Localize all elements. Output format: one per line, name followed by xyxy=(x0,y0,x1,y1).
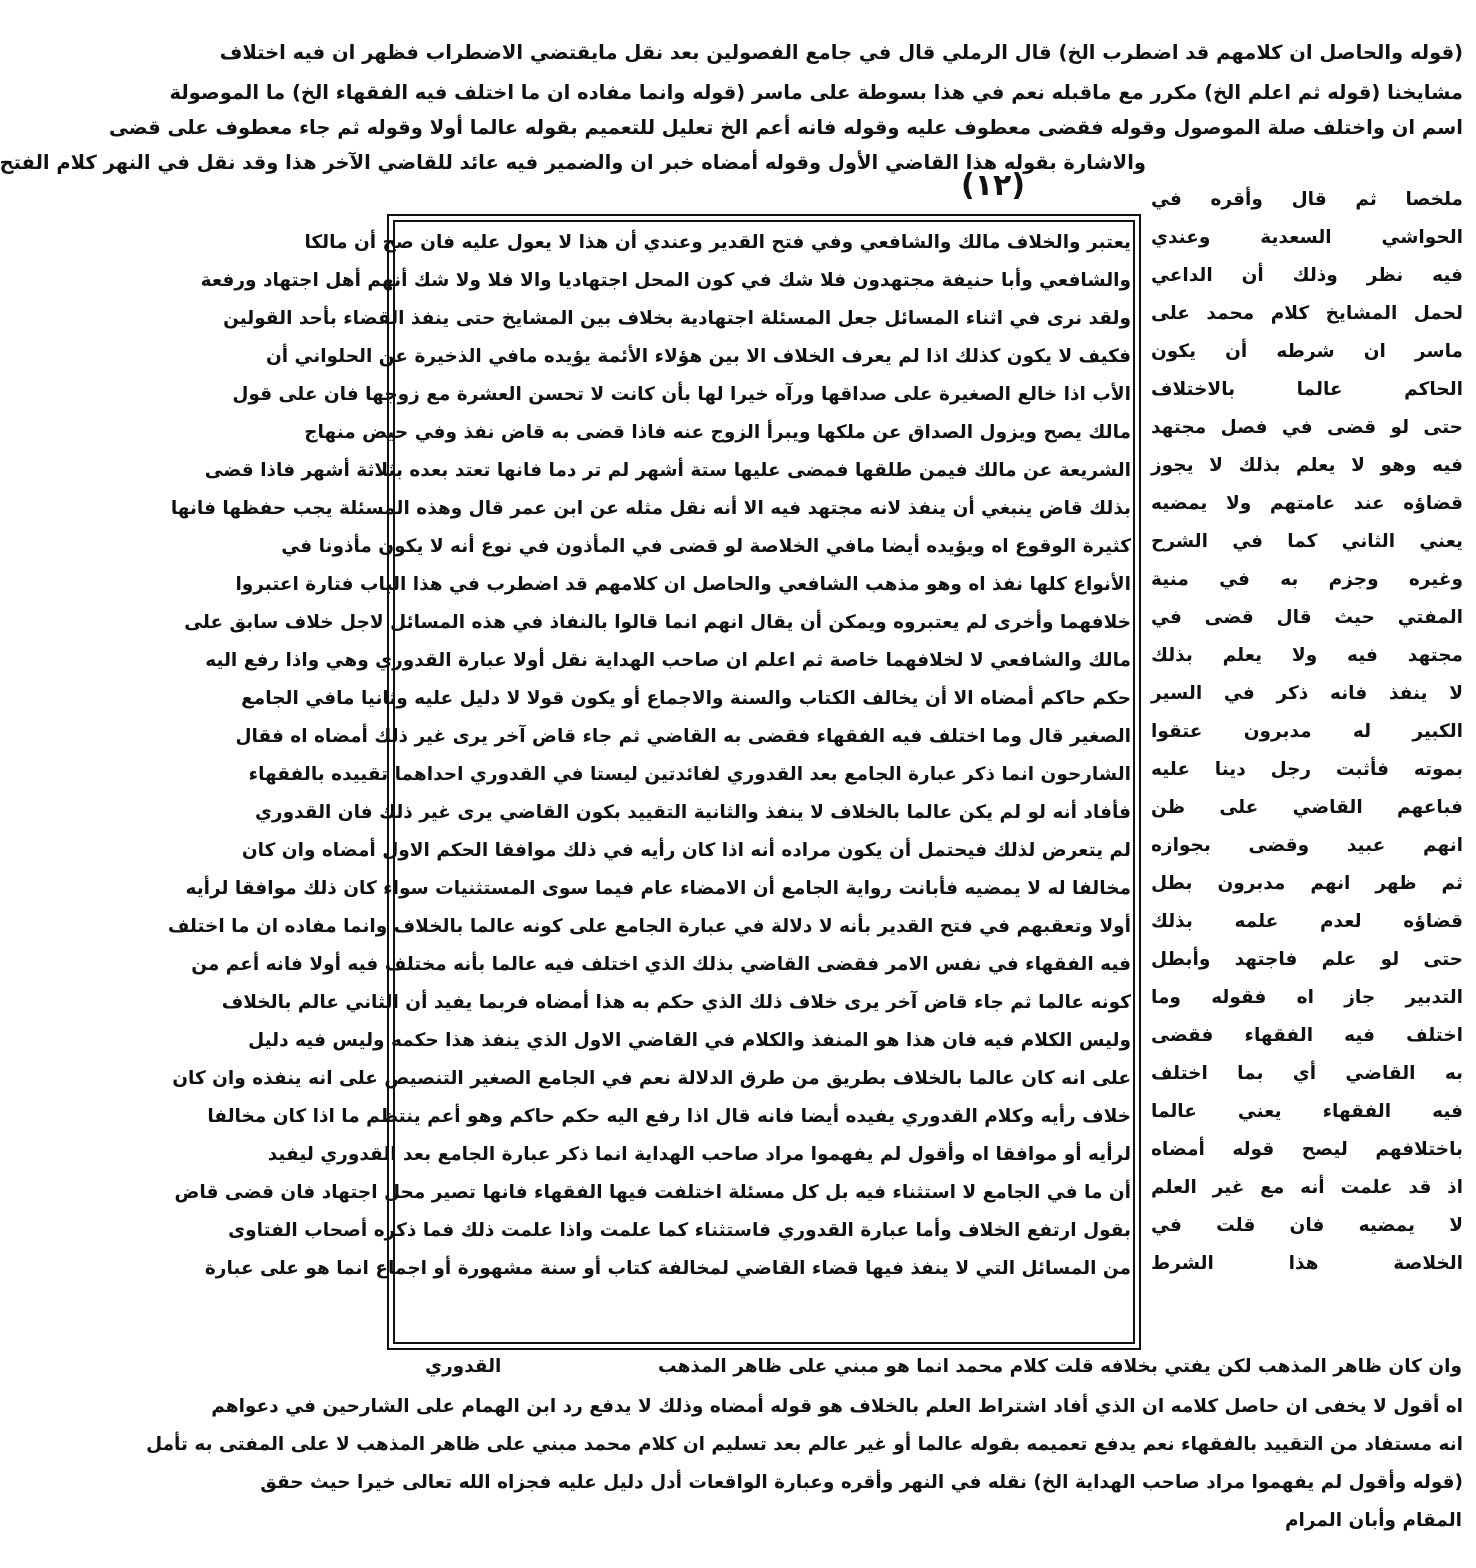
side-line: اختلف فيه الفقهاء فقضى xyxy=(1151,1025,1463,1046)
side-line: الحواشي السعدية وعندي xyxy=(1151,227,1463,248)
box-line: فأفاد أنه لو لم يكن عالما بالخلاف لا ينفذ والثانية التقييد بكون القاضي يرى غير ذلك فان القدوري xyxy=(254,802,1131,823)
side-line: الخلاصة هذا الشرط xyxy=(1151,1253,1463,1274)
side-line: الكبير له مدبرون عتقوا xyxy=(1151,721,1463,742)
bottom-line: المقام وأبان المرام xyxy=(1284,1510,1462,1531)
side-line: فيه نظر وذلك أن الداعي xyxy=(1151,265,1463,286)
side-line: المفتي حيث قال قضى في xyxy=(1151,607,1463,628)
box-line: الأنواع كلها نفذ اه وهو مذهب الشافعي والحاصل ان كلامهم قد اضطرب في هذا الباب فتارة اعتبروا xyxy=(235,574,1131,595)
box-line: كونه عالما ثم جاء قاض آخر يرى خلاف ذلك الذي حكم به هذا أمضاه فربما يفيد أن الثاني عالم بالخلاف xyxy=(221,992,1131,1013)
side-line: ملخصا ثم قال وأقره في xyxy=(1151,189,1463,210)
box-line: فيه الفقهاء في نفس الامر فقضى القاضي بذلك الذي اختلف فيه عالما بأنه مختلف فيه أولا فانه أعم من xyxy=(191,954,1131,975)
side-line: فباعهم القاضي على ظن xyxy=(1151,797,1463,818)
box-line: أولا وتعقبهم في فتح القدير بأنه لا دلالة في عبارة الجامع على كونه عالما بالخلاف وانما مفاده ان ما اختلف xyxy=(167,916,1131,937)
side-line: فيه وهو لا يعلم بذلك لا يجوز xyxy=(1151,455,1463,476)
box-line: يعتبر والخلاف مالك والشافعي وفي فتح القدير وعندي أن هذا لا يعول عليه فان صح أن مالكا xyxy=(304,232,1131,253)
side-line: انهم عبيد وقضى بجوازه xyxy=(1151,835,1463,856)
side-line: يعني الثاني كما في الشرح xyxy=(1151,531,1463,552)
side-line: به القاضي أي بما اختلف xyxy=(1151,1063,1463,1084)
box-line: على انه كان عالما بالخلاف بطريق من طرق الدلالة نعم في الجامع الصغير التنصيص على انه ينفذه وان كان xyxy=(172,1068,1131,1089)
side-line: وغيره وجزم به في منية xyxy=(1151,569,1463,590)
box-line: والشافعي وأبا حنيفة مجتهدون فلا شك في كون المحل اجتهاديا والا فلا ولا شك أنهم أهل اجتهاد ورفعة xyxy=(200,270,1131,291)
side-line: لا ينفذ فانه ذكر في السير xyxy=(1151,683,1463,704)
box-line: مخالفا له لا يمضيه فأبانت رواية الجامع أن الامضاء عام فيما سوى المستثنيات سواء كان ذلك موافقا لرأيه xyxy=(185,878,1131,899)
top-line: والاشارة بقوله هذا القاضي الأول وقوله أمضاه خبر ان والضمير فيه عائد للقاضي الآخر هذا وقد نقل في النهر كلام الفتح xyxy=(0,151,1146,174)
box-line: وليس الكلام فيه فان هذا هو المنفذ والكلام في القاضي الاول الذي ينفذ هذا حكمه وليس فيه دليل xyxy=(248,1030,1131,1051)
box-line: بذلك قاض ينبغي أن ينفذ لانه مجتهد فيه الا أنه نقل مثله عن ابن عمر قال وهذه المسئلة يجب حفظها فانها xyxy=(170,498,1131,519)
side-line: باختلافهم ليصح قوله أمضاه xyxy=(1151,1139,1463,1160)
top-line: مشايخنا (قوله ثم اعلم الخ) مكرر مع ماقبله نعم في هذا بسوطة على ماسر (قوله وانما مفاده ان ما اختلف فيه الفقهاء الخ) ما الموصولة xyxy=(169,81,1463,104)
box-line: الأب اذا خالع الصغيرة على صداقها ورآه خيرا لها بأن كانت لا تحسن العشرة مع زوجها فان على قول xyxy=(232,384,1131,405)
box-line: الشريعة عن مالك فيمن طلقها فمضى عليها ستة أشهر لم تر دما فانها تعتد بعده بثلاثة أشهر فاذا قضى xyxy=(204,460,1131,481)
side-line: حتى لو قضى في فصل مجتهد xyxy=(1151,417,1463,438)
box-line: كثيرة الوقوع اه ويؤيده أيضا مافي الخلاصة لو قضى في المأذون في نوع أنه لا يكون مأذونا في xyxy=(281,536,1131,557)
bottom-header-word: القدوري xyxy=(425,1356,502,1377)
side-line: قضاؤه لعدم علمه بذلك xyxy=(1151,911,1463,932)
side-line: حتى لو علم فاجتهد وأبطل xyxy=(1151,949,1463,970)
box-line: مالك والشافعي لا لخلافهما خاصة ثم اعلم ان صاحب الهداية نقل أولا عبارة القدوري وهي واذا رفع اليه xyxy=(205,650,1131,671)
side-line: لا يمضيه فان قلت في xyxy=(1151,1215,1463,1236)
box-line: بقول ارتفع الخلاف وأما عبارة القدوري فاستثناء كما علمت واذا علمت ذلك فما ذكره أصحاب الفتاوى xyxy=(228,1220,1131,1241)
box-line: لم يتعرض لذلك فيحتمل أن يكون مراده أنه اذا كان رأيه في ذلك موافقا الحكم الاول أمضاه وان كان xyxy=(241,840,1131,861)
side-line: بموته فأثبت رجل دينا عليه xyxy=(1151,759,1463,780)
side-line: قضاؤه عند عامتهم ولا يمضيه xyxy=(1151,493,1463,514)
top-line: اسم ان واختلف صلة الموصول وقوله فقضى معطوف عليه وقوله فانه أعم الخ تعليل للتعميم بقوله عالما أولا وقوله ثم جاء معطوف على قضى xyxy=(109,116,1463,139)
box-line: ولقد نرى في اثناء المسائل جعل المسئلة اجتهادية بخلاف بين المشايخ حتى ينفذ القضاء بأحد القولين xyxy=(223,308,1131,329)
box-line: الصغير قال وما اختلف فيه الفقهاء فقضى به القاضي ثم جاء قاض آخر يرى غير ذلك أمضاه اه فقال xyxy=(235,726,1131,747)
side-line: ثم ظهر انهم مدبرون بطل xyxy=(1151,873,1463,894)
box-line: من المسائل التي لا ينفذ فيها قضاء القاضي لمخالفة كتاب أو سنة مشهورة أو اجماع انما هو على عبارة xyxy=(204,1258,1131,1279)
bottom-line: (قوله وأقول لم يفهموا مراد صاحب الهداية الخ) نقله في النهر وأقره وعبارة الواقعات أدل دليل عليه فجزاه الله تعالى خيرا حيث حقق xyxy=(260,1472,1463,1493)
page-number: (١٢) xyxy=(960,168,1026,203)
bottom-line: اه أقول لا يخفى ان حاصل كلامه ان الذي أفاد اشتراط العلم بالخلاف هو قوله أمضاه وذلك لا يدفع رد ابن الهمام على الشارحين في دعواهم xyxy=(211,1396,1463,1417)
side-line: فيه الفقهاء يعني عالما xyxy=(1151,1101,1463,1122)
bottom-header-text: وان كان ظاهر المذهب لكن يفتي بخلافه قلت كلام محمد انما هو مبني على ظاهر المذهب xyxy=(657,1356,1462,1377)
box-line: مالك يصح ويزول الصداق عن ملكها ويبرأ الزوج عنه فاذا قضى به قاض نفذ وفي حيض منهاج xyxy=(304,422,1131,443)
box-line: لرأيه أو موافقا اه وأقول لم يفهموا مراد صاحب الهداية انما ذكر عبارة الجامع بعد القدوري ليفيد xyxy=(267,1144,1131,1165)
side-line: ماسر ان شرطه أن يكون xyxy=(1151,341,1463,362)
side-line: الحاكم عالما بالاختلاف xyxy=(1151,379,1463,400)
side-line: التدبير جاز اه فقوله وما xyxy=(1151,987,1463,1008)
box-line: حكم حاكم أمضاه الا أن يخالف الكتاب والسنة والاجماع أو يكون قولا لا دليل عليه وثانيا مافي الجامع xyxy=(241,688,1131,709)
side-line: اذ قد علمت أنه مع غير العلم xyxy=(1151,1177,1463,1198)
box-line: خلاف رأيه وكلام القدوري يفيده أيضا فانه قال اذا رفع اليه حكم حاكم وهو أعم ينتظم ما اذا كان مخالفا xyxy=(207,1106,1131,1127)
bottom-line: انه مستفاد من التقييد بالفقهاء نعم يدفع تعميمه بقوله عالما أو غير عالم بعد تسليم ان كلام محمد مبني على ظاهر المذهب لا على المفتى به تأمل xyxy=(146,1434,1463,1455)
box-line: الشارحون انما ذكر عبارة الجامع بعد القدوري لفائدتين ليستا في القدوري احداهما تقييده بالفقهاء xyxy=(248,764,1131,785)
top-line: (قوله والحاصل ان كلامهم قد اضطرب الخ) قال الرملي قال في جامع الفصولين بعد نقل مايقتضي الاضطراب فظهر ان فيه اختلاف xyxy=(219,41,1463,64)
box-line: أن ما في الجامع لا استثناء فيه بل كل مسئلة اختلفت فيها الفقهاء فانها تصير محل اجتهاد فان قضى قاض xyxy=(174,1182,1131,1203)
box-line: فكيف لا يكون كذلك اذا لم يعرف الخلاف الا بين هؤلاء الأئمة يؤيده مافي الذخيرة عن الحلواني أن xyxy=(265,346,1131,367)
side-line: لحمل المشايخ كلام محمد على xyxy=(1151,303,1463,324)
box-line: خلافهما وأخرى لم يعتبروه ويمكن أن يقال انهم انما قالوا بالنفاذ في هذه المسائل لاجل خلاف سابق على xyxy=(184,612,1131,633)
side-line: مجتهد فيه ولا يعلم بذلك xyxy=(1151,645,1463,666)
